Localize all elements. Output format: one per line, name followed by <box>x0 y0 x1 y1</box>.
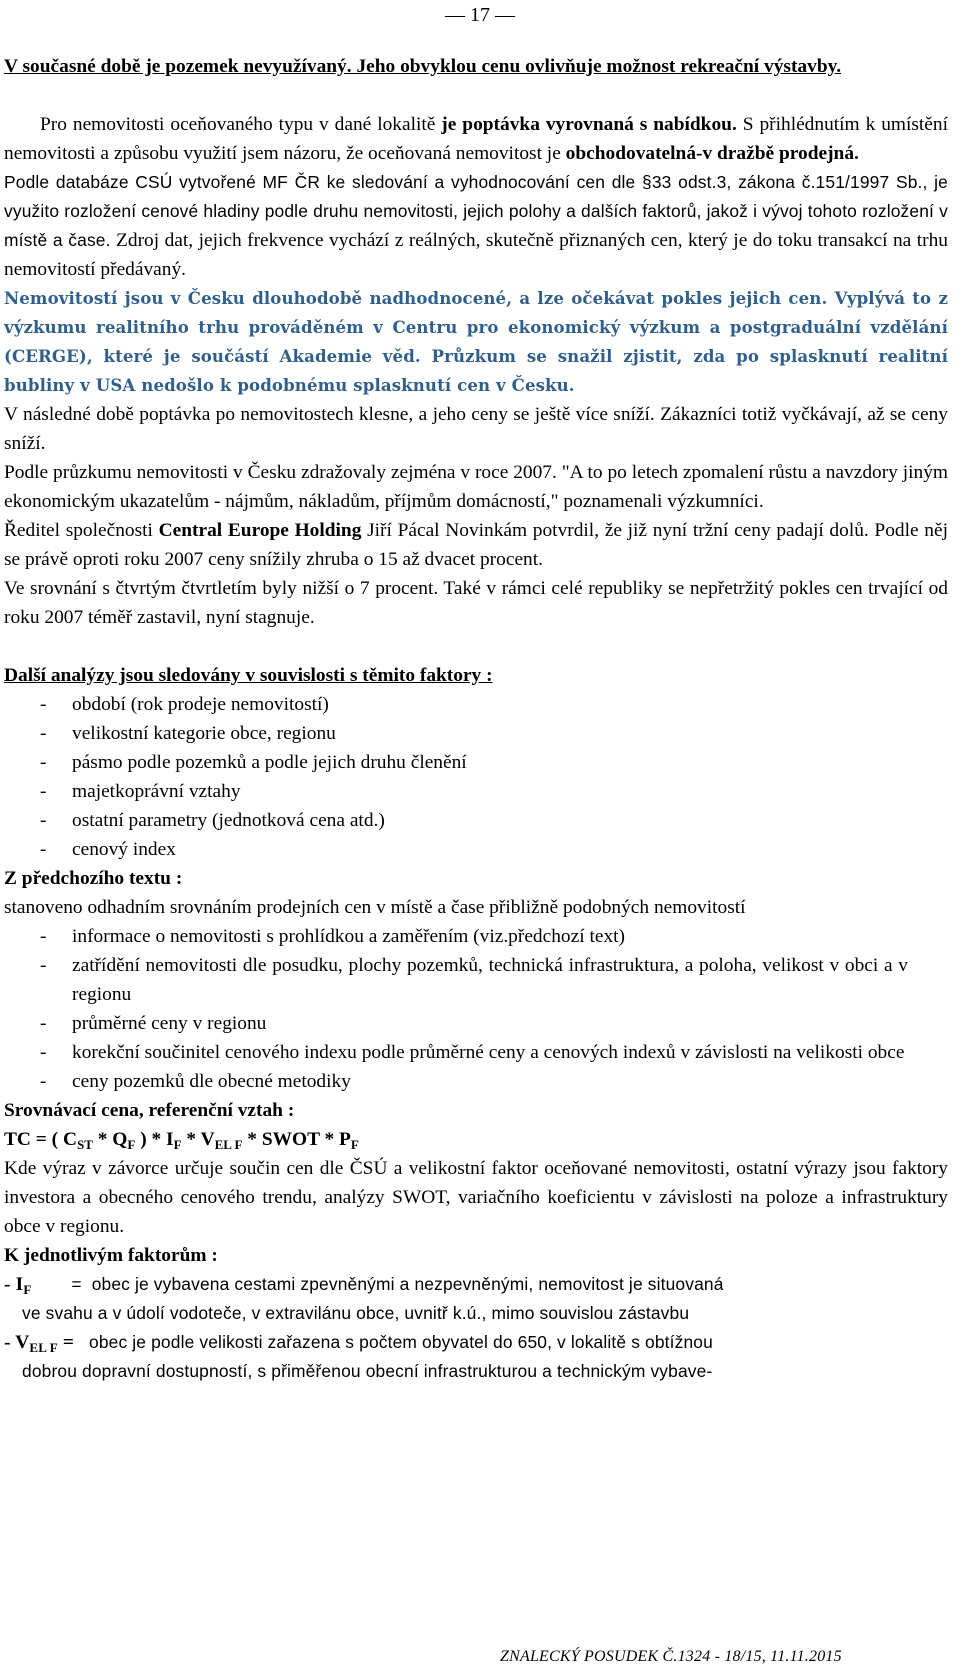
factor-if-equals: = <box>71 1274 82 1294</box>
director-paragraph <box>4 516 948 574</box>
marketability-text: obchodovatelná-v dražbě prodejná. <box>565 143 859 164</box>
demand-paragraph <box>4 110 948 168</box>
intro-paragraph: V současné době je pozemek nevyužívaný. Jeho obvyklou cenu ovlivňuje možnost rekreační výstavby. <box>4 56 842 77</box>
survey-paragraph: Podle průzkumu nemovitosti v Česku zdražovaly zejména v roce 2007. "A to po letech zpomalení růstu a navzdory jiným ekonomickým ukazatelům - nájmům, nákladům, příjmům domácností," poznamenali výzkumníci. <box>4 462 948 512</box>
factor-if-continuation: ve svahu a v údolí vodoteče, v extravilánu obce, uvnitř k.ú., mimo souvislou zástavbu <box>22 1303 690 1323</box>
formula-part: * Q <box>92 1129 128 1150</box>
list-item: - pásmo podle pozemků a podle jejich druhu členění <box>4 748 948 777</box>
demand-text-bold: je poptávka vyrovnaná s nabídkou. <box>441 114 737 135</box>
reference-text: Kde výraz v závorce určuje součin cen dle ČSÚ a velikostní faktor oceňované nemovitosti, ostatní výrazy jsou faktory investora a obecného cenového trendu, analýzy SWOT, variačního koeficientu v závislosti na poloze a infrastruktury obce v regionu. <box>4 1158 948 1237</box>
formula-part: * V <box>181 1129 215 1150</box>
cerge-paragraph <box>4 284 948 400</box>
demand-decline-paragraph: V následné době poptávka po nemovitostech klesne, a jeho ceny se ještě více sníží. Zákazníci totiž vyčkávají, až se ceny sníží. <box>4 404 948 454</box>
formula-subscript: F <box>350 1137 359 1152</box>
reference-formula <box>4 1125 948 1154</box>
comparison-paragraph: Ve srovnání s čtvrtým čtvrtletím byly nižší o 7 procent. Také v rámci celé republiky se nepřetržitý pokles cen trvající od roku 2007 téměř zastavil, nyní stagnuje. <box>4 578 948 628</box>
demand-text-a: Pro nemovitosti oceňovaného typu v dané lokalitě <box>40 114 442 135</box>
director-text-c: Jiří Pácal Novinkám potvrdil, že již nyní tržní ceny padají dolů. Podle něj se právě oproti roku 2007 ceny snížily zhruba o 15 až dvacet procent. <box>4 520 948 570</box>
formula-part: * SWOT * P <box>242 1129 351 1150</box>
list-item: - korekční součinitel cenového indexu podle průměrné ceny a cenových indexů v závislosti na velikosti obce <box>4 1038 948 1067</box>
csu-paragraph <box>4 168 948 284</box>
company-name: Central Europe Holding <box>158 520 362 541</box>
previous-text: stanoveno odhadním srovnáním prodejních cen v místě a čase přibližně podobných nemovitostí <box>4 897 746 918</box>
director-text-a: Ředitel společnosti <box>4 520 159 541</box>
factor-vel-symbol <box>4 1332 74 1353</box>
list-item: - období (rok prodeje nemovitostí) <box>4 690 948 719</box>
factor-vel <box>4 1328 948 1386</box>
analyses-heading: Další analýzy jsou sledovány v souvislosti s těmito faktory : <box>4 665 493 686</box>
cerge-text-a: Nemovitostí jsou v Česku dlouhodobě nadhodnocené, a lze očekávat pokles jejich cen. Vyplývá to z výzkumu realitního trhu prováděném v Centru pro ekonomický výzkum a postgraduální vzdělání (CERGE), které je součástí Akademie věd. <box>4 288 948 366</box>
factor-vel-text: obec je podle velikosti zařazena s počtem obyvatel do 650, v lokalitě s obtížnou <box>89 1332 713 1352</box>
factor-if-text: obec je vybavena cestami zpevněnými a nezpevněnými, nemovitost je situovaná <box>91 1274 724 1294</box>
formula-part: TC = ( C <box>4 1129 77 1150</box>
formula-subscript: F <box>127 1137 136 1152</box>
analyses-list <box>4 690 948 864</box>
list-item: - cenový index <box>4 835 948 864</box>
demand-text-c: S přihlédnutím k umístění nemovitosti a způsobu využití jsem názoru, že oceňovaná nemovitost je <box>4 114 948 164</box>
factor-if-symbol <box>4 1274 31 1295</box>
factor-vel-equals: = <box>62 1332 75 1353</box>
list-item: - zatřídění nemovitosti dle posudku, plochy pozemků, technická infrastruktura, a poloha, velikost v obci a v regionu <box>4 951 948 1009</box>
reference-heading: Srovnávací cena, referenční vztah : <box>4 1100 295 1121</box>
cerge-text-b: Průzkum se snažil zjistit, zda po splasknutí realitní bubliny v USA nedošlo k podobnému splasknutí cen v Česku. <box>4 346 948 395</box>
formula-subscript: ST <box>77 1137 93 1152</box>
list-item: - ceny pozemků dle obecné metodiky <box>4 1067 948 1096</box>
page-number: — 17 — <box>445 4 515 26</box>
factor-vel-prefix: - V <box>4 1332 30 1353</box>
page-content <box>4 52 948 1386</box>
previous-list <box>4 922 948 1096</box>
csu-text-b: , je využito rozložení cenové hladiny podle druhu nemovitosti, jejich polohy a dalších faktorů, jakož i vývoj tohoto rozložení v místě a čase. <box>4 172 948 250</box>
factors-heading: K jednotlivým faktorům : <box>4 1245 218 1266</box>
formula-part: ) * I <box>135 1129 174 1150</box>
list-item: - ostatní parametry (jednotková cena atd.) <box>4 806 948 835</box>
factor-vel-subscript: EL F <box>29 1340 58 1355</box>
factor-if <box>4 1270 948 1328</box>
factor-if-prefix: - I <box>4 1274 24 1295</box>
page-footer: ZNALECKÝ POSUDEK Č.1324 - 18/15, 11.11.2015 <box>500 1648 842 1665</box>
previous-heading: Z předchozího textu : <box>4 868 183 889</box>
csu-text-c: Zdroj dat, jejich frekvence vychází z reálných, skutečně přiznaných cen, který je do toku transakcí na trhu nemovitostí předávaný. <box>4 230 948 280</box>
formula-subscript: EL F <box>214 1137 243 1152</box>
csu-text-a: Podle databáze CSÚ vytvořené MF ČR ke sledování a vyhodnocování cen dle §33 odst.3, zákona č.151/1997 Sb. <box>4 172 923 192</box>
factor-if-subscript: F <box>23 1282 32 1297</box>
list-item: - majetkoprávní vztahy <box>4 777 948 806</box>
list-item: - velikostní kategorie obce, regionu <box>4 719 948 748</box>
formula-subscript: F <box>173 1137 182 1152</box>
list-item: - průměrné ceny v regionu <box>4 1009 948 1038</box>
list-item: - informace o nemovitosti s prohlídkou a zaměřením (viz.předchozí text) <box>4 922 948 951</box>
factor-vel-continuation: dobrou dopravní dostupností, s přiměřenou obecní infrastrukturou a technickým vybave- <box>22 1361 713 1381</box>
